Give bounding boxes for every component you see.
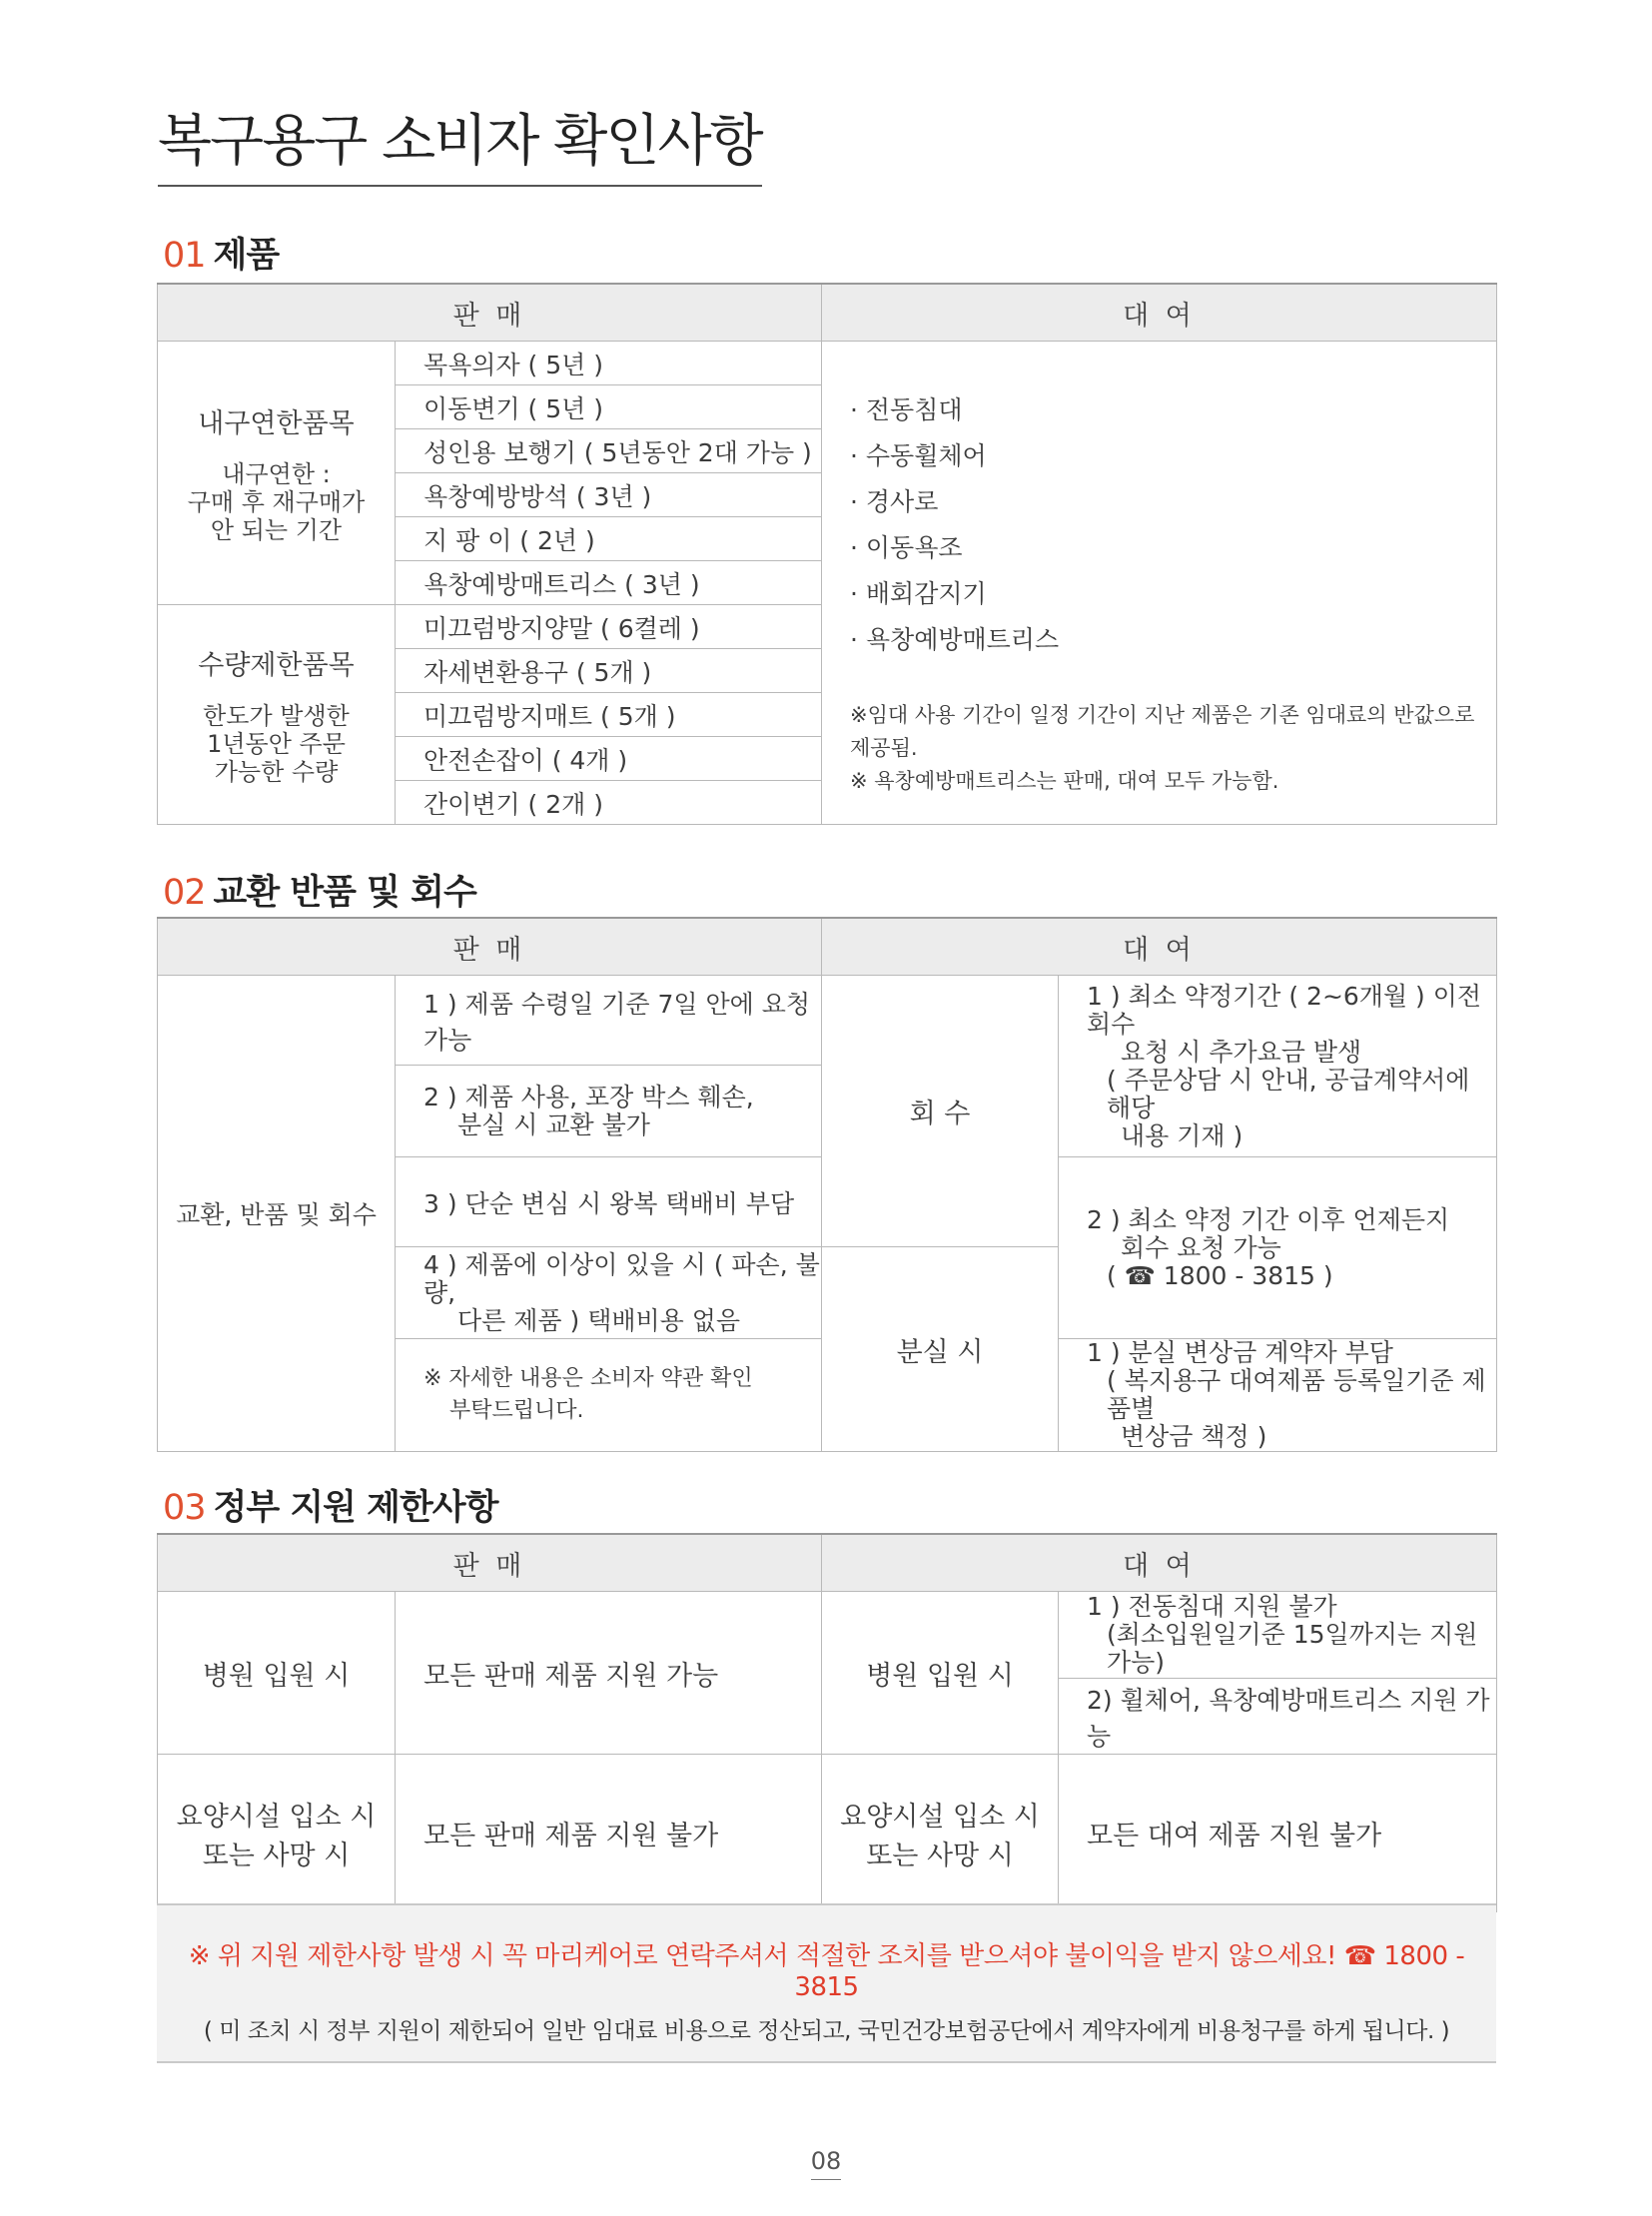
durable-group-desc: 안 되는 기간 — [210, 516, 343, 544]
rent-items-list — [850, 387, 1496, 663]
returns-item — [396, 1247, 822, 1339]
quantity-group-desc: 한도가 발생한 — [203, 702, 350, 730]
recovery-line: 요청 시 추가요금 발생 — [1121, 1037, 1362, 1067]
returns-sale-label: 교환, 반품 및 회수 — [158, 976, 396, 1452]
loss-line: 변상금 책정 ) — [1121, 1422, 1267, 1451]
section-heading-products — [163, 228, 279, 278]
facility-rent-label-line: 요양시설 입소 시 — [840, 1801, 1040, 1833]
quantity-item: 미끄럼방지매트 ( 5개 ) — [396, 693, 822, 737]
facility-rent-label — [822, 1755, 1059, 1912]
hospital-rent-item-1 — [1059, 1592, 1497, 1679]
recovery-line: 2 ) 최소 약정 기간 이후 언제든지 — [1087, 1204, 1450, 1234]
durable-item: 목욕의자 ( 5년 ) — [396, 342, 822, 385]
returns-line: 2 ) 제품 사용, 포장 박스 훼손, — [423, 1082, 754, 1111]
section-heading-gov-support — [163, 1480, 497, 1530]
gov-support-table — [157, 1533, 1497, 1912]
recovery-line: 내용 기재 ) — [1121, 1120, 1243, 1150]
loss-label: 분실 시 — [822, 1247, 1059, 1452]
section-number: 02 — [163, 873, 206, 913]
quantity-item: 자세변환용구 ( 5개 ) — [396, 649, 822, 693]
durable-group-desc: 내구연한 : — [222, 460, 331, 488]
quantity-item: 간이변기 ( 2개 ) — [396, 781, 822, 825]
facility-rent-label-line: 또는 사망 시 — [866, 1840, 1014, 1871]
recovery-item-1 — [1059, 976, 1497, 1157]
section-title: 정부 지원 제한사항 — [213, 1488, 498, 1528]
hospital-label: 병원 입원 시 — [158, 1592, 396, 1755]
facility-label-line: 요양시설 입소 시 — [176, 1801, 377, 1833]
returns-item: 1 ) 제품 수령일 기준 7일 안에 요청 가능 — [396, 976, 822, 1066]
durable-item: 욕창예방매트리스 ( 3년 ) — [396, 561, 822, 605]
recovery-line: ( 주문상담 시 안내, 공급계약서에 해당 — [1107, 1065, 1470, 1122]
products-table — [157, 283, 1497, 825]
returns-line: 4 ) 제품에 이상이 있을 시 ( 파손, 불량, — [423, 1249, 820, 1307]
rent-note: ※ 욕창예방매트리스는 판매, 대여 모두 가능함. — [850, 769, 1279, 793]
sale-header: 판 매 — [158, 918, 822, 976]
rent-item: · 수동휠체어 — [850, 433, 1496, 479]
rent-items-cell — [822, 342, 1497, 825]
quantity-group-cell — [158, 605, 396, 825]
rent-header: 대 여 — [822, 1534, 1497, 1592]
section-number: 03 — [163, 1488, 206, 1528]
rent-header: 대 여 — [822, 918, 1497, 976]
section-heading-returns — [163, 865, 476, 915]
durable-item: 이동변기 ( 5년 ) — [396, 385, 822, 429]
durable-group-title: 내구연한품목 — [198, 408, 355, 439]
loss-line: 1 ) 분실 변상금 계약자 부담 — [1087, 1338, 1393, 1367]
section-title: 제품 — [213, 236, 280, 276]
rent-header: 대 여 — [822, 284, 1497, 342]
returns-line: 다른 제품 ) 택배비용 없음 — [457, 1305, 741, 1335]
rent-item: · 전동침대 — [850, 387, 1496, 433]
durable-group-desc: 구매 후 재구매가 — [187, 488, 366, 516]
footer-notice — [157, 1903, 1496, 2063]
footer-warning: ※ 위 지원 제한사항 발생 시 꼭 마리케어로 연락주셔서 적절한 조치를 받으셔야 불이익을 받지 않으세요! ☎ 1800 - 3815 — [188, 1941, 1465, 2002]
durable-group-cell — [158, 342, 396, 605]
recovery-line: 1 ) 최소 약정기간 ( 2~6개월 ) 이전 회수 — [1087, 981, 1482, 1039]
rent-item: · 배회감지기 — [850, 571, 1496, 617]
returns-note-line: 부탁드립니다. — [449, 1398, 584, 1423]
recovery-item-2 — [1059, 1157, 1497, 1339]
quantity-group-desc: 1년동안 주문 — [207, 730, 346, 758]
facility-sale-value: 모든 판매 제품 지원 불가 — [396, 1755, 822, 1912]
returns-item: 3 ) 단순 변심 시 왕복 택배비 부담 — [396, 1157, 822, 1247]
section-title: 교환 반품 및 회수 — [213, 873, 476, 913]
hospital-rent-label: 병원 입원 시 — [822, 1592, 1059, 1755]
sale-header: 판 매 — [158, 1534, 822, 1592]
returns-note — [396, 1339, 822, 1452]
sale-header: 판 매 — [158, 284, 822, 342]
facility-label — [158, 1755, 396, 1912]
loss-line: ( 복지용구 대여제품 등록일기준 제품별 — [1107, 1366, 1486, 1423]
quantity-group-desc: 가능한 수량 — [214, 758, 339, 786]
rent-note: ※임대 사용 기간이 일정 기간이 지난 제품은 기존 임대료의 반값으로 제공됨. — [850, 703, 1475, 760]
section-number: 01 — [163, 236, 206, 276]
returns-table — [157, 917, 1497, 1452]
facility-label-line: 또는 사망 시 — [202, 1840, 351, 1871]
recovery-label: 회 수 — [822, 976, 1059, 1247]
footer-sub: ( 미 조치 시 정부 지원이 제한되어 일반 임대료 비용으로 정산되고, 국민건강보험공단에서 계약자에게 비용청구를 하게 됩니다. ) — [203, 2018, 1450, 2044]
rent-item: · 경사로 — [850, 479, 1496, 525]
durable-item: 욕창예방방석 ( 3년 ) — [396, 473, 822, 517]
hospital-rent-line: (최소입원일기준 15일까지는 지원가능) — [1107, 1620, 1478, 1677]
quantity-item: 안전손잡이 ( 4개 ) — [396, 737, 822, 781]
page-number-wrap — [0, 2147, 1652, 2175]
durable-item: 성인용 보행기 ( 5년동안 2대 가능 ) — [396, 429, 822, 473]
rent-item: · 욕창예방매트리스 — [850, 617, 1496, 663]
quantity-group-title: 수량제한품목 — [198, 650, 355, 681]
rent-item: · 이동욕조 — [850, 525, 1496, 571]
durable-item: 지 팡 이 ( 2년 ) — [396, 517, 822, 561]
facility-rent-value: 모든 대여 제품 지원 불가 — [1059, 1755, 1497, 1912]
recovery-line: ( ☎ 1800 - 3815 ) — [1107, 1260, 1333, 1290]
returns-line: 분실 시 교환 불가 — [457, 1109, 650, 1139]
hospital-rent-line: 1 ) 전동침대 지원 불가 — [1087, 1592, 1337, 1621]
recovery-line: 회수 요청 가능 — [1121, 1232, 1281, 1262]
page-number: 08 — [811, 2147, 842, 2180]
quantity-item: 미끄럼방지양말 ( 6켤레 ) — [396, 605, 822, 649]
page-title: 복구용구 소비자 확인사항 — [158, 108, 762, 187]
loss-item — [1059, 1339, 1497, 1452]
hospital-rent-item-2: 2) 휠체어, 욕창예방매트리스 지원 가능 — [1059, 1679, 1497, 1755]
returns-item — [396, 1066, 822, 1157]
returns-note-line: ※ 자세한 내용은 소비자 약관 확인 — [423, 1366, 753, 1392]
hospital-sale-value: 모든 판매 제품 지원 가능 — [396, 1592, 822, 1755]
